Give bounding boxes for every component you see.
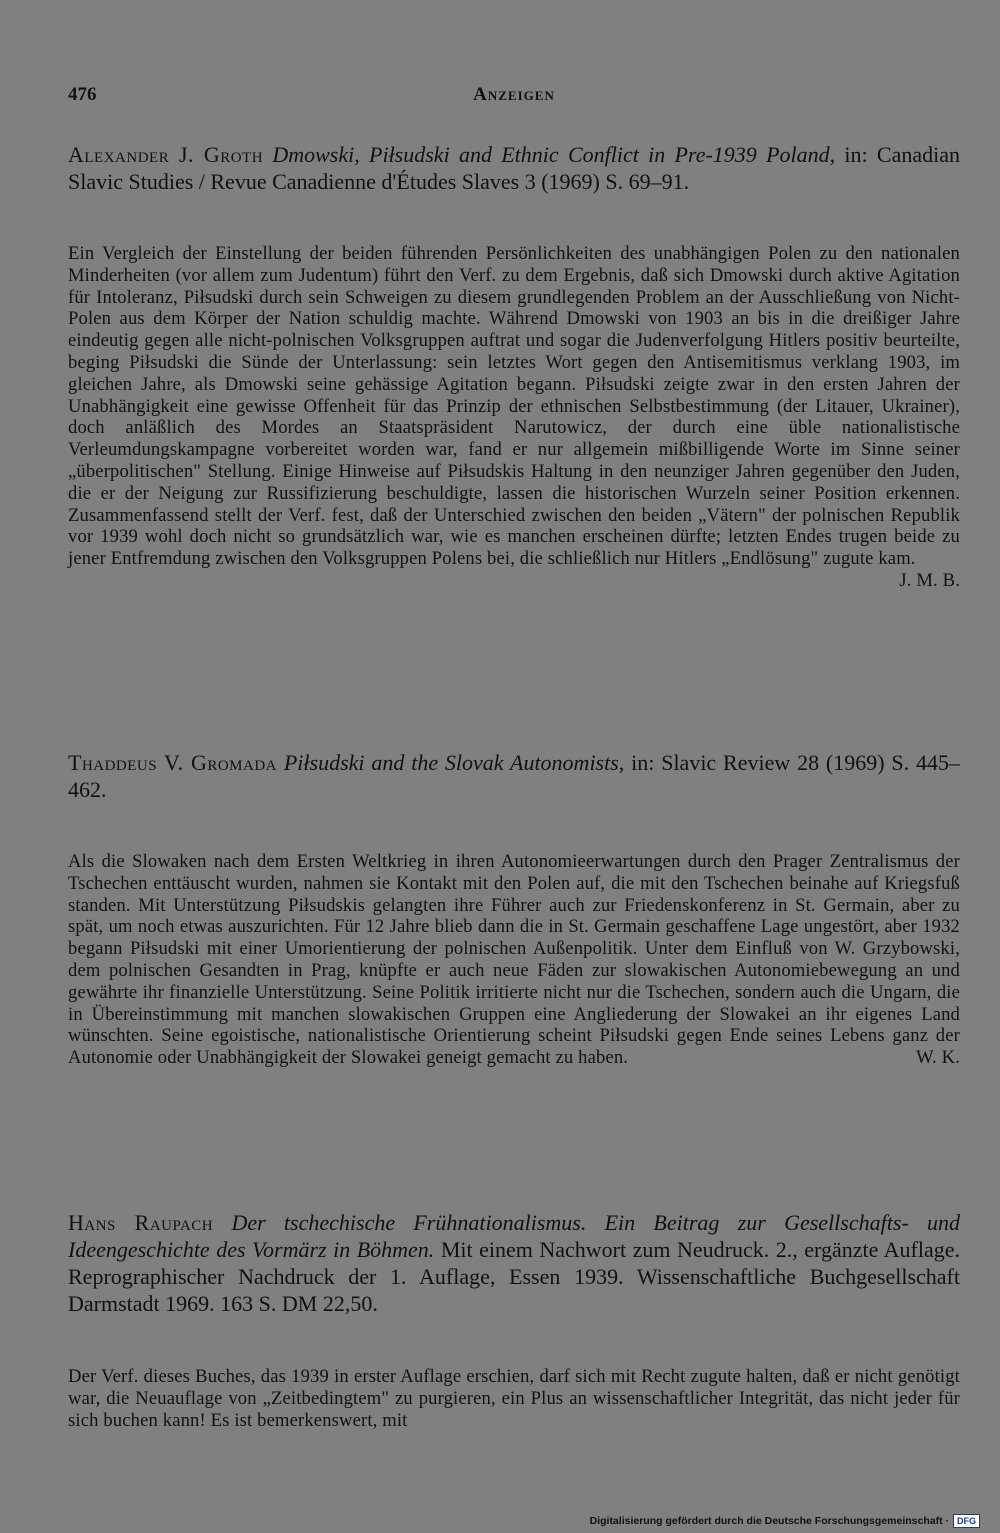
work-title: Dmowski, Piłsudski and Ethnic Conflict in Pre-1939 Poland, [272,142,836,167]
review-text [68,1366,960,1431]
author-name: Alexander J. Groth [68,142,264,167]
citation-details: Mit einem Nachwort zum Neudruck. 2., ergänzte Auflage. Reprographischer Nachdruck der 1. Auflage, Essen 1939. Wissenschaftliche Buchgesellschaft Darmstadt 1969. 163 S. DM 22,50. [68,1237,960,1316]
review-body: Ein Vergleich der Einstellung der beiden führenden Persönlichkeiten des unabhängigen Polen zu den nationalen Minderheiten (vor allem zum Judentum) führt den Verf. zu dem Ergebnis, daß sich Dmowski durch aktive Agitation für Intoleranz, Piłsudski durch sein Schweigen zu diesem grundlegenden Problem an der Ausschließung von Nicht-Polen aus dem Körper der Nation schuldig machte. Während Dmowski von 1903 an bis in die dreißiger Jahre eindeutig gegen alle nicht-polnischen Volksgruppen auftrat und sogar die Judenverfolgung Hitlers positiv beurteilte, beging Piłsudski die Sünde der Unterlassung: sein letztes Wort gegen den Antisemitismus verklang 1903, im gleichen Jahre, als Dmowski seine gehässige Agitation begann. Piłsudski zeigte zwar in den ersten Jahren der Unabhängigkeit eine gewisse Offenheit für das Prinzip der ethnischen Selbstbestimmung (der Litauer, Ukrainer), doch anläßlich des Mordes an Staatspräsident Narutowicz, der durch eine üble nationalistische Verleumdungskampagne vorbereitet worden war, fand er nur allgemein mißbilligende Worte im Sinne seiner „überpolitischen" Stellung. Einige Hinweise auf Piłsudskis Haltung in den neunziger Jahren gegenüber den Juden, die er der Neigung zur Russifizierung beschuldigte, lassen die historischen Wurzeln seiner Position erkennen. Zusammenfassend stellt der Verf. fest, daß der Unterschied zwischen den beiden „Vätern" der polnischen Republik vor 1939 wohl doch nicht so grundsätzlich war, wie es manchen erscheinen dürfte; letzten Endes trugen beide zu jener Entfremdung zwischen den Volksgruppen Polens bei, die schließlich nur Hitlers „Endlösung" zugute kam. [68,243,960,570]
review-text [68,851,960,1069]
work-title: Piłsudski and the Slovak Autonomists, [283,750,625,775]
author-name: Hans Raupach [68,1210,214,1235]
footer-text: Digitalisierung gefördert durch die Deutsche Forschungsgemeinschaft · [589,1515,949,1527]
citation [68,141,960,195]
digitization-footer [590,1514,980,1528]
work-title: Der tschechische Frühnationalismus. Ein Beitrag zur Gesellschafts- und Ideengeschichte des Vormärz in Böhmen. [68,1210,961,1262]
reviewer-initials: J. M. B. [899,569,960,591]
dfg-logo: DFG [953,1514,980,1528]
review-body: Als die Slowaken nach dem Ersten Weltkrieg in ihren Autonomieerwartungen durch den Prager Zentralismus der Tschechen enttäuscht wurden, nahmen sie Kontakt mit den Polen auf, die mit den Tschechen beinahe auf Kriegsfuß standen. Mit Unterstützung Piłsudskis gelangten ihre Führer auch zur Friedenskonferenz in St. Germain, aber zu spät, um noch etwas auszurichten. Für 12 Jahre blieb dann die in St. Germain geschaffene Lage ungestört, aber 1932 begann Piłsudski mit einer Umorientierung der polnischen Außenpolitik. Unter dem Einfluß von W. Grzybowski, dem polnischen Gesandten in Prag, knüpfte er auch neue Fäden zur slowakischen Autonomiebewegung an und gewährte ihr finanzielle Unterstützung. Seine Politik irritierte nicht nur die Tschechen, sondern auch die Ungarn, die in Übereinstimmung mit manchen slowakischen Gruppen eine Angliederung der Slowakei an ihr eigenes Land wünschten. Seine egoistische, nationalistische Orientierung scheint Piłsudski gegen Ende seines Lebens ganz der Autonomie oder Unabhängigkeit der Slowakei geneigt gemacht zu haben. [68,851,960,1069]
review-text [68,243,960,591]
citation-details: in: Slavic Review 28 (1969) S. 445–462. [68,750,960,802]
running-head: Anzeigen [473,84,555,105]
review-body: Der Verf. dieses Buches, das 1939 in erster Auflage erschien, darf sich mit Recht zugute halten, daß er nicht genötigt war, die Neuauflage von „Zeitbedingtem" zu purgieren, ein Plus an wissenschaftlicher Integrität, das nicht jeder für sich buchen kann! Es ist bemerkenswert, mit [68,1366,960,1431]
review-entry [68,749,960,1069]
page-header [68,84,960,110]
citation [68,1209,960,1317]
review-entry [68,141,960,592]
page-number: 476 [68,84,97,105]
author-name: Thaddeus V. Gromada [68,750,278,775]
reviewer-initials: W. K. [916,1047,960,1069]
citation-details: in: Canadian Slavic Studies / Revue Canadienne d'Études Slaves 3 (1969) S. 69–91. [68,142,960,194]
review-entry [68,1209,960,1431]
citation [68,749,960,803]
